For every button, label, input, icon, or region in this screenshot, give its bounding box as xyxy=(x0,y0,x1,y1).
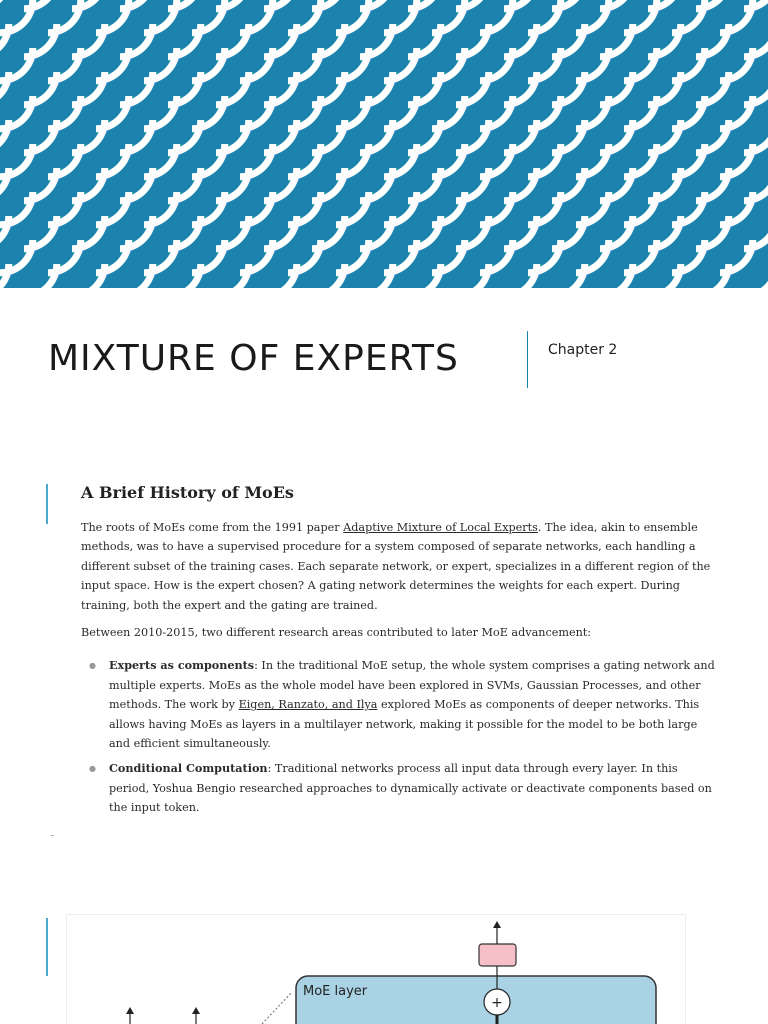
authors-link[interactable]: Eigen, Ranzato, and Ilya xyxy=(238,698,378,712)
bullet-dot-icon: ● xyxy=(89,764,96,774)
paper-link[interactable]: Adaptive Mixture of Local Experts xyxy=(343,521,538,534)
left-arrow-1-head xyxy=(126,1007,134,1014)
dotted-connector xyxy=(262,992,292,1024)
moe-diagram xyxy=(0,900,768,1024)
plus-symbol: + xyxy=(491,995,503,1011)
patterned-header-banner xyxy=(0,0,768,288)
title-section xyxy=(0,288,768,418)
document-body xyxy=(81,482,721,824)
list-item xyxy=(81,759,721,817)
paragraph-2: Between 2010-2015, two different research areas contributed to later MoE advancement: xyxy=(81,626,592,640)
doc-heading: A Brief History of MoEs xyxy=(81,483,294,502)
list-item xyxy=(81,656,721,753)
list-item-bold: Experts as components xyxy=(109,658,255,673)
paragraph-1-lead: The roots of MoEs come from the 1991 paper xyxy=(81,521,344,534)
paragraph-1-rest: . The idea, akin to ensemble methods, was to have a supervised procedure for a system composed of separate networks, each handling a different subset of the training cases. Each separate network, or expert, specializes in a different region of the input space. How is the expert chosen? A gating network determines the weights for each expert. During training, both the expert and the gating are trained. xyxy=(81,521,711,612)
list-item-text-rest: explored MoEs as components of deeper networks. This allows having MoEs as layers in a multilayer network, making it possible for the model to be both large and efficient simultaneously. xyxy=(109,698,700,751)
slide-subtitle: Chapter 2 xyxy=(548,342,618,358)
bullet-list xyxy=(81,656,721,817)
title-divider xyxy=(527,331,528,388)
doc-accent-bar xyxy=(46,484,48,524)
paragraph-1 xyxy=(81,518,721,615)
list-item-text: : Traditional networks process all input data through every layer. In this period, Yoshua Bengio researched approaches to dynamically activate or deactivate components based on the input token. xyxy=(109,762,712,815)
slide-title: MIXTURE OF EXPERTS xyxy=(48,338,459,379)
list-item-bold: Conditional Computation xyxy=(109,761,268,776)
left-arrow-2-head xyxy=(192,1007,200,1014)
output-arrow-head xyxy=(493,921,501,928)
document-excerpt xyxy=(0,460,768,840)
bullet-dot-icon: ● xyxy=(89,661,96,671)
output-box xyxy=(479,944,516,966)
moe-layer-label: MoE layer xyxy=(303,984,368,999)
list-item-text: : In the traditional MoE setup, the whole system comprises a gating network and multiple experts. MoEs as the whole model have been explored in SVMs, Gaussian Processes, and other methods. The work by xyxy=(109,659,715,712)
small-mark xyxy=(51,835,54,836)
moe-diagram-section xyxy=(0,900,768,1024)
